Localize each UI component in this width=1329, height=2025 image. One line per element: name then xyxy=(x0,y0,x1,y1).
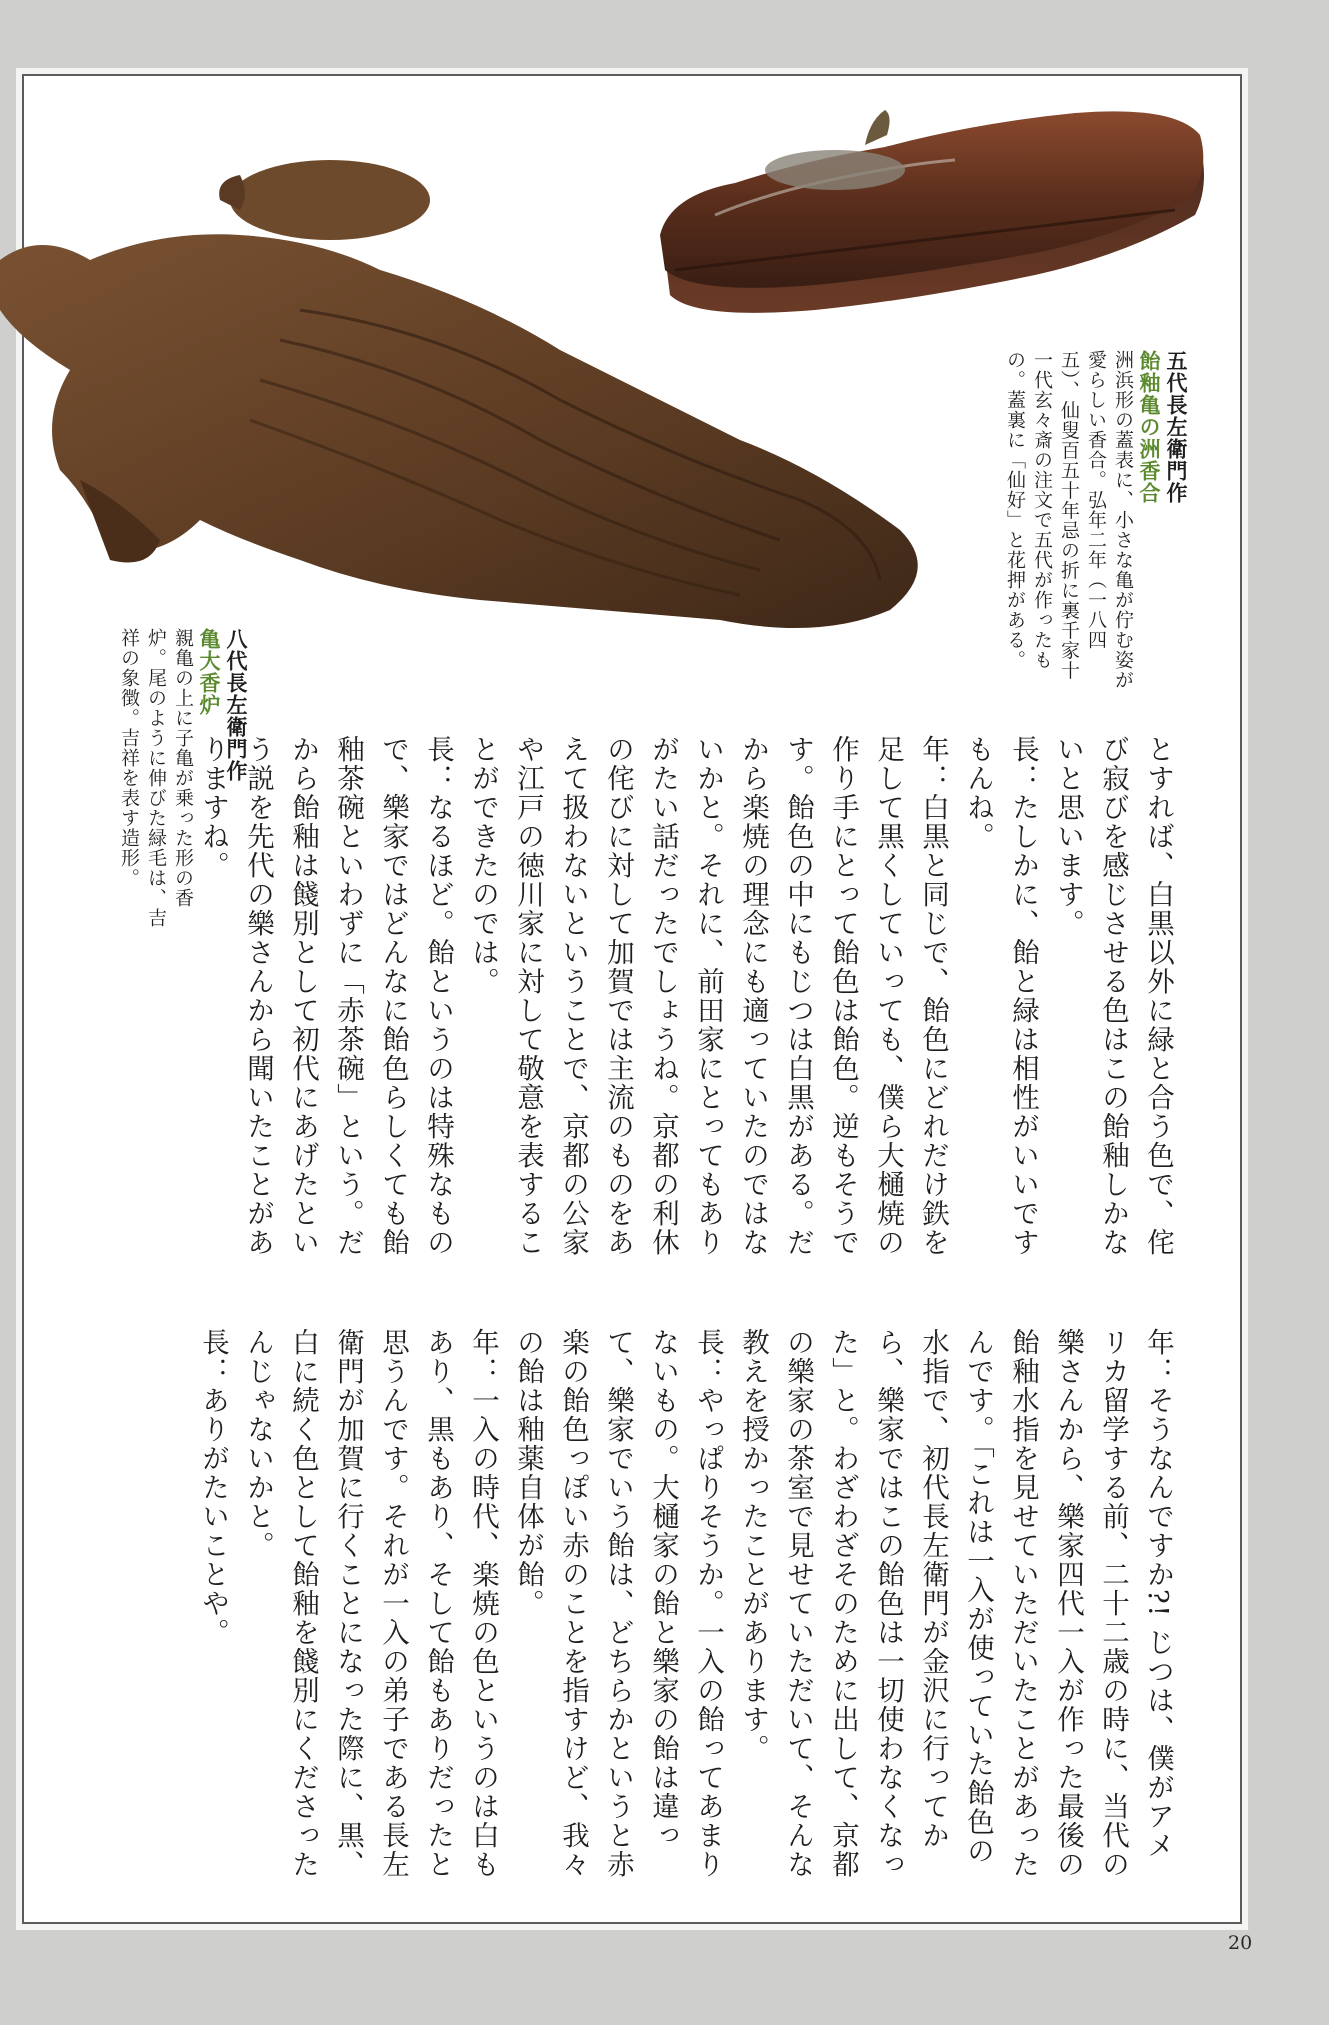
caption-description: 洲浜形の蓋表に、小さな亀が佇む姿が愛らしい香合。弘年二年（一八四五）、仙叟百五十年忌の折に裏千家十一代玄々斎の注文で五代が作ったもの。蓋裏に「仙好」と花押がある。 xyxy=(1004,350,1134,690)
paragraph: 年：そうなんですか?! じつは、僕がアメリカ留学する前、二十二歳の時に、当代の樂さんから、樂家四代一入が作った最後の飴釉水指を見せていただいたことがあったんです。「これは一入が使っていた飴色の水指で、初代長左衛門が金沢に行ってから、樂家ではこの飴色は一切使わなくなった」と。わざわざそのために出して、京都の樂家の茶室で見せていただいて、そんな教えを授かったことがあります。 xyxy=(737,1328,1174,1879)
caption-incense-box xyxy=(985,350,1190,690)
caption-maker: 五代長左衛門作 xyxy=(1164,350,1189,504)
paragraph: 長：なるほど。飴というのは特殊なもので、樂家ではどんなに飴色らしくても飴釉茶碗といわずに「赤茶碗」という。だから飴釉は餞別として初代にあげたという説を先代の樂さんから聞いたことがありますね。 xyxy=(197,735,454,1257)
paragraph: 年：白黒と同じで、飴色にどれだけ鉄を足して黒くしていっても、僕ら大樋焼の作り手にとって飴色は飴色。逆もそうです。飴色の中にもじつは白黒がある。だから楽焼の理念にも適っていたのではないかと。それに、前田家にとってもありがたい話だったでしょうね。京都の利休の侘びに対して加賀では主流のものをあえて扱わないということで、京都の公家や江戸の徳川家に対して敬意を表することができたのでは。 xyxy=(467,735,949,1257)
photo-turtle-burner xyxy=(0,140,960,650)
caption-description: 親亀の上に子亀が乗った形の香炉。尾のように伸びた緑毛は、吉祥の象徴。吉祥を表す造形。 xyxy=(118,628,194,928)
paragraph: 長：やっぱりそうか。一入の飴ってあまりないもの。大樋家の飴と樂家の飴は違って、樂家でいう飴は、どちらかというと赤楽の飴色っぽい赤のことを指すけど、我々の飴は釉薬自体が飴。 xyxy=(512,1328,724,1879)
caption-title: 亀大香炉 xyxy=(197,628,222,716)
body-text-lower xyxy=(197,1328,1180,1888)
paragraph: 長：たしかに、飴と緑は相性がいいですもんね。 xyxy=(962,735,1039,1257)
paragraph: 長：ありがたいことや。 xyxy=(197,1328,229,1647)
body-text-upper xyxy=(197,735,1180,1280)
page-number: 20 xyxy=(1228,1932,1253,1954)
paragraph: 年：一入の時代、楽焼の色というのは白もあり、黒もあり、そして飴もありだったと思うんです。それが一入の弟子である長左衛門が加賀に行くことになった際に、黒、白に続く色として飴釉を餞別にくださったんじゃないかと。 xyxy=(242,1328,499,1879)
caption-title: 飴釉亀の洲香合 xyxy=(1137,350,1162,504)
paragraph: とすれば、白黒以外に緑と合う色で、侘び寂びを感じさせる色はこの飴釉しかないと思います。 xyxy=(1052,735,1174,1257)
caption-maker: 八代長左衛門作 xyxy=(224,628,249,782)
